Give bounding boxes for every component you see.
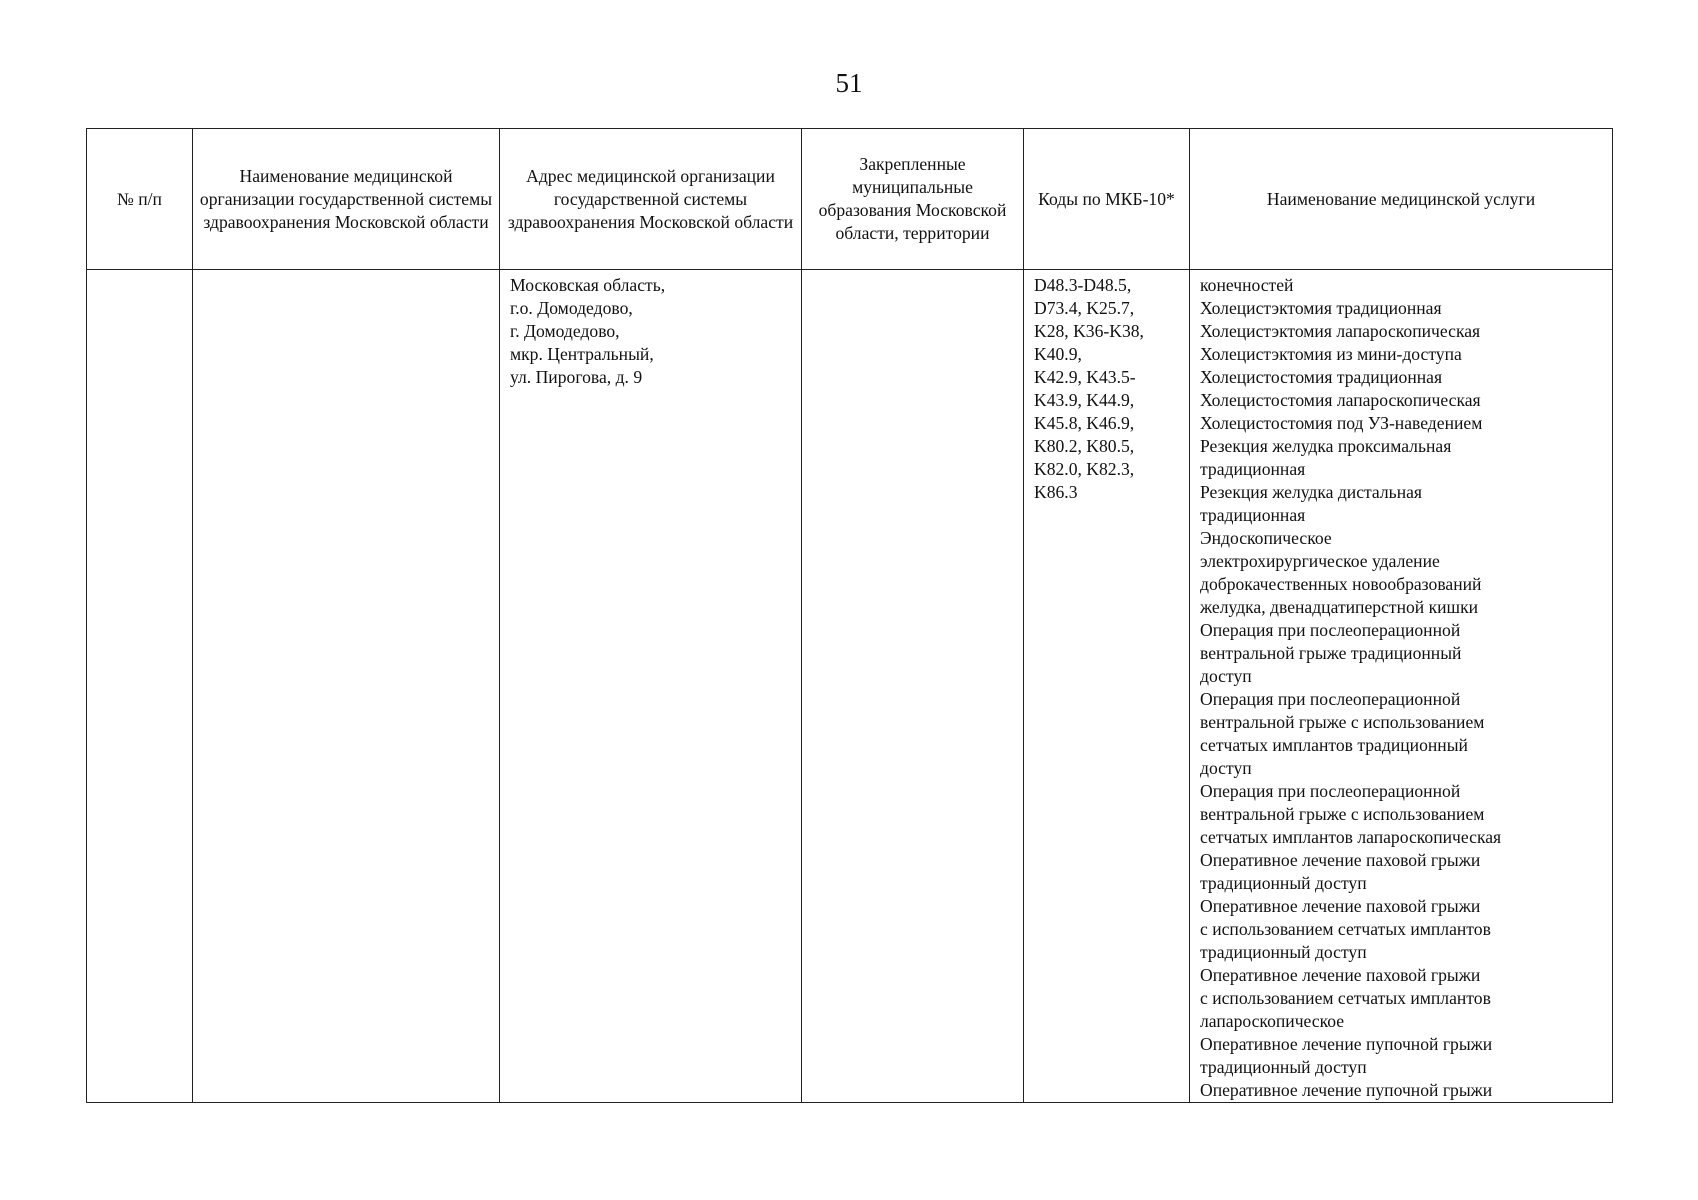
service-line: конечностей bbox=[1200, 275, 1294, 295]
service-line: Холецистэктомия из мини-доступа bbox=[1200, 344, 1462, 364]
address-line: Московская область, bbox=[510, 275, 666, 295]
address-line: г. Домодедово, bbox=[510, 321, 620, 341]
table-row bbox=[87, 270, 1613, 1103]
service-line: вентральной грыже с использованием bbox=[1200, 712, 1485, 732]
cell-service-name bbox=[1190, 270, 1613, 1103]
service-line: с использованием сетчатых имплантов bbox=[1200, 919, 1491, 939]
cell-organization bbox=[193, 270, 500, 1103]
icd-code-line: K40.9, bbox=[1034, 344, 1082, 364]
service-line: желудка, двенадцатиперстной кишки bbox=[1200, 597, 1479, 617]
service-line: Резекция желудка проксимальная bbox=[1200, 436, 1452, 456]
service-line: Эндоскопическое bbox=[1200, 528, 1332, 548]
header-row bbox=[87, 129, 1613, 270]
icd-code-line: K82.0, K82.3, bbox=[1034, 459, 1135, 479]
service-line: вентральной грыже с использованием bbox=[1200, 804, 1485, 824]
icd-code-line: K43.9, K44.9, bbox=[1034, 390, 1135, 410]
address-line: мкр. Центральный, bbox=[510, 344, 654, 364]
header-municipalities: Закрепленные муниципальные образования Московской области, территории bbox=[802, 129, 1024, 270]
service-line: Холецистостомия традиционная bbox=[1200, 367, 1443, 387]
service-line: Операция при послеоперационной bbox=[1200, 689, 1461, 709]
service-line: вентральной грыже традиционный bbox=[1200, 643, 1462, 663]
service-line: с использованием сетчатых имплантов bbox=[1200, 988, 1491, 1008]
header-icd-codes: Коды по МКБ-10* bbox=[1024, 129, 1190, 270]
page-number: 51 bbox=[835, 68, 863, 98]
service-line: электрохирургическое удаление bbox=[1200, 551, 1440, 571]
cell-icd-codes bbox=[1024, 270, 1190, 1103]
service-line: Оперативное лечение паховой грыжи bbox=[1200, 850, 1481, 870]
service-line: традиционная bbox=[1200, 505, 1306, 525]
icd-code-line: K45.8, K46.9, bbox=[1034, 413, 1135, 433]
icd-code-line: K42.9, K43.5- bbox=[1034, 367, 1136, 387]
service-line: традиционный доступ bbox=[1200, 1057, 1367, 1077]
service-line: традиционный доступ bbox=[1200, 942, 1367, 962]
service-line: Операция при послеоперационной bbox=[1200, 781, 1461, 801]
icd-code-line: K80.2, K80.5, bbox=[1034, 436, 1135, 456]
service-line: доброкачественных новообразований bbox=[1200, 574, 1482, 594]
header-address: Адрес медицинской организации государственной системы здравоохранения Московской области bbox=[500, 129, 802, 270]
cell-municipalities bbox=[802, 270, 1024, 1103]
service-line: традиционный доступ bbox=[1200, 873, 1367, 893]
service-line: Холецистэктомия традиционная bbox=[1200, 298, 1442, 318]
header-organization: Наименование медицинской организации государственной системы здравоохранения Московской области bbox=[193, 129, 500, 270]
service-line: Холецистэктомия лапароскопическая bbox=[1200, 321, 1481, 341]
services-table bbox=[86, 128, 1613, 1103]
service-line: Оперативное лечение пупочной грыжи bbox=[1200, 1034, 1493, 1054]
service-line: сетчатых имплантов традиционный bbox=[1200, 735, 1468, 755]
address-line: ул. Пирогова, д. 9 bbox=[510, 367, 643, 387]
icd-code-line: K86.3 bbox=[1034, 482, 1078, 502]
service-line: Оперативное лечение паховой грыжи bbox=[1200, 965, 1481, 985]
service-line: лапароскопическое bbox=[1200, 1011, 1345, 1031]
service-line: Оперативное лечение пупочной грыжи bbox=[1200, 1080, 1493, 1100]
cell-address bbox=[500, 270, 802, 1103]
icd-code-line: D73.4, K25.7, bbox=[1034, 298, 1135, 318]
service-line: Оперативное лечение паховой грыжи bbox=[1200, 896, 1481, 916]
icd-code-line: K28, K36-K38, bbox=[1034, 321, 1144, 341]
service-line: традиционная bbox=[1200, 459, 1306, 479]
service-line: Резекция желудка дистальная bbox=[1200, 482, 1423, 502]
service-line: доступ bbox=[1200, 666, 1252, 686]
cell-number bbox=[87, 270, 193, 1103]
service-line: Холецистостомия лапароскопическая bbox=[1200, 390, 1481, 410]
header-service-name: Наименование медицинской услуги bbox=[1190, 129, 1613, 270]
service-line: Холецистостомия под УЗ-наведением bbox=[1200, 413, 1483, 433]
service-line: доступ bbox=[1200, 758, 1252, 778]
service-line: сетчатых имплантов лапароскопическая bbox=[1200, 827, 1502, 847]
header-number: № п/п bbox=[87, 129, 193, 270]
service-line: Операция при послеоперационной bbox=[1200, 620, 1461, 640]
address-line: г.о. Домодедово, bbox=[510, 298, 633, 318]
icd-code-line: D48.3-D48.5, bbox=[1034, 275, 1132, 295]
